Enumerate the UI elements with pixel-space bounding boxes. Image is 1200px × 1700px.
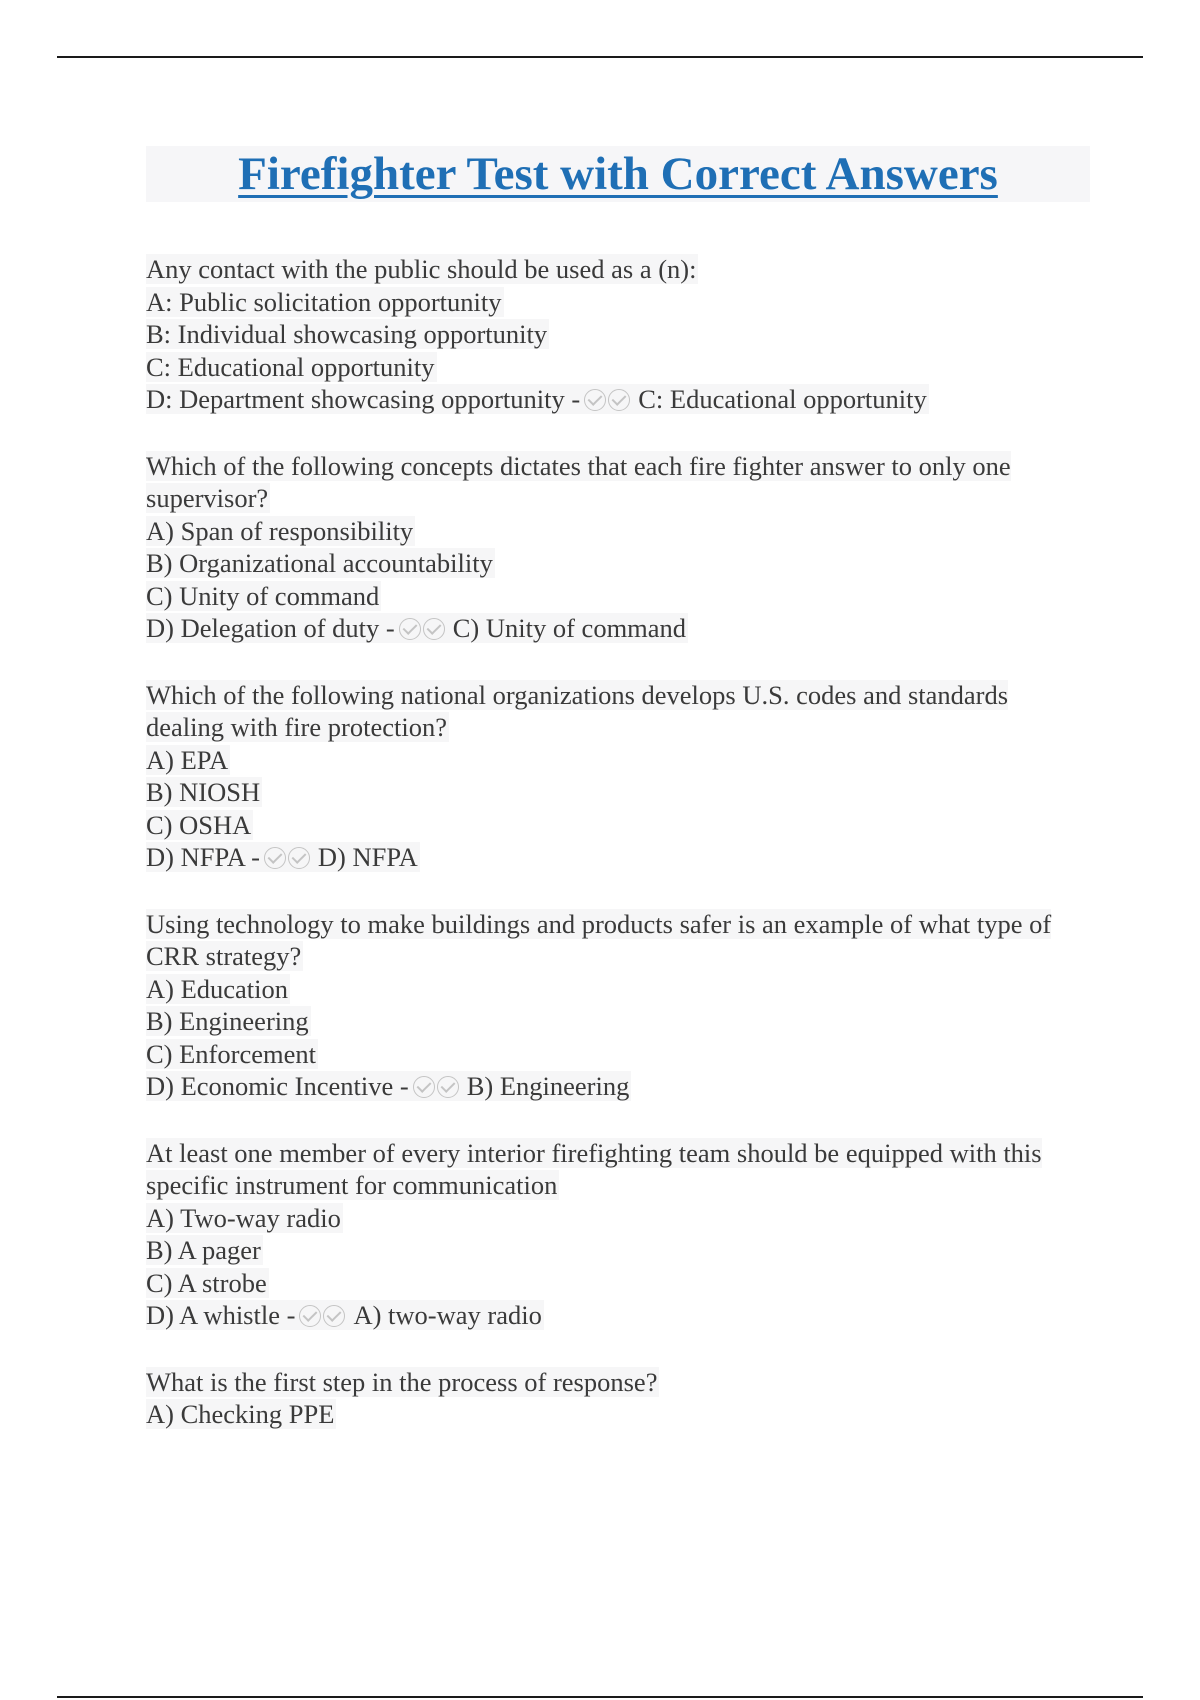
answer-option: B) Organizational accountability — [146, 548, 493, 578]
answer-option: A) Checking PPE — [146, 1399, 335, 1429]
question-prompt: Which of the following national organizations develops U.S. codes and standards dealing with fire protection? — [146, 679, 1009, 742]
answer-option: A) Education — [146, 973, 289, 1004]
last-option-text: D: Department showcasing opportunity - — [146, 384, 581, 414]
last-option-text: D) A whistle - — [146, 1300, 296, 1330]
correct-answer: C: Educational opportunity — [638, 384, 927, 414]
bottom-rule — [57, 1696, 1143, 1698]
answer-option: C) OSHA — [146, 809, 252, 840]
question-prompt: Using technology to make buildings and products safer is an example of what type of CRR strategy? — [146, 908, 1052, 971]
answer-option: C) A strobe — [146, 1267, 267, 1298]
answer-option-last — [146, 1299, 1090, 1332]
question-item — [146, 1366, 1090, 1431]
question-prompt: At least one member of every interior firefighting team should be equipped with this specific instrument for communication — [146, 1137, 1042, 1200]
question-prompt: Which of the following concepts dictates that each fire fighter answer to only one supervisor? — [146, 450, 1011, 513]
answer-option: B) A pager — [146, 1235, 261, 1265]
last-option-text: D) NFPA - — [146, 842, 260, 872]
question-item — [146, 450, 1090, 645]
correct-answer: B) Engineering — [466, 1071, 630, 1101]
question-item — [146, 679, 1090, 874]
answer-option: C) Unity of command — [146, 580, 380, 611]
correct-answer: A) two-way radio — [353, 1300, 542, 1330]
answer-option: A) Span of responsibility — [146, 515, 414, 546]
answer-option: B: Individual showcasing opportunity — [146, 319, 548, 349]
answer-option: A) Two-way radio — [146, 1202, 341, 1233]
correct-answer: C) Unity of command — [452, 613, 687, 643]
double-check-icon — [584, 383, 632, 416]
answer-option: C) Enforcement — [146, 1038, 316, 1069]
answer-option-last — [146, 383, 1090, 416]
answer-option: C: Educational opportunity — [146, 351, 435, 382]
last-option-text: D) Economic Incentive - — [146, 1071, 409, 1101]
double-check-icon — [413, 1070, 461, 1103]
answer-option: A) EPA — [146, 744, 229, 775]
last-option-text: D) Delegation of duty - — [146, 613, 395, 643]
double-check-icon — [264, 841, 312, 874]
document-title: Firefighter Test with Correct Answers — [238, 148, 998, 200]
question-list — [146, 253, 1090, 1465]
double-check-icon — [399, 612, 447, 645]
question-item — [146, 908, 1090, 1103]
answer-option-last — [146, 1070, 1090, 1103]
question-prompt: What is the first step in the process of response? — [146, 1366, 658, 1397]
double-check-icon — [299, 1299, 347, 1332]
title-band — [146, 146, 1090, 202]
question-prompt: Any contact with the public should be used as a (n): — [146, 254, 697, 284]
answer-option: A: Public solicitation opportunity — [146, 286, 502, 317]
top-rule — [57, 56, 1143, 58]
answer-option-last — [146, 612, 1090, 645]
answer-option-last — [146, 841, 1090, 874]
question-item — [146, 1137, 1090, 1332]
answer-option: B) NIOSH — [146, 777, 261, 807]
correct-answer: D) NFPA — [317, 842, 418, 872]
answer-option: B) Engineering — [146, 1006, 309, 1036]
question-item — [146, 253, 1090, 416]
